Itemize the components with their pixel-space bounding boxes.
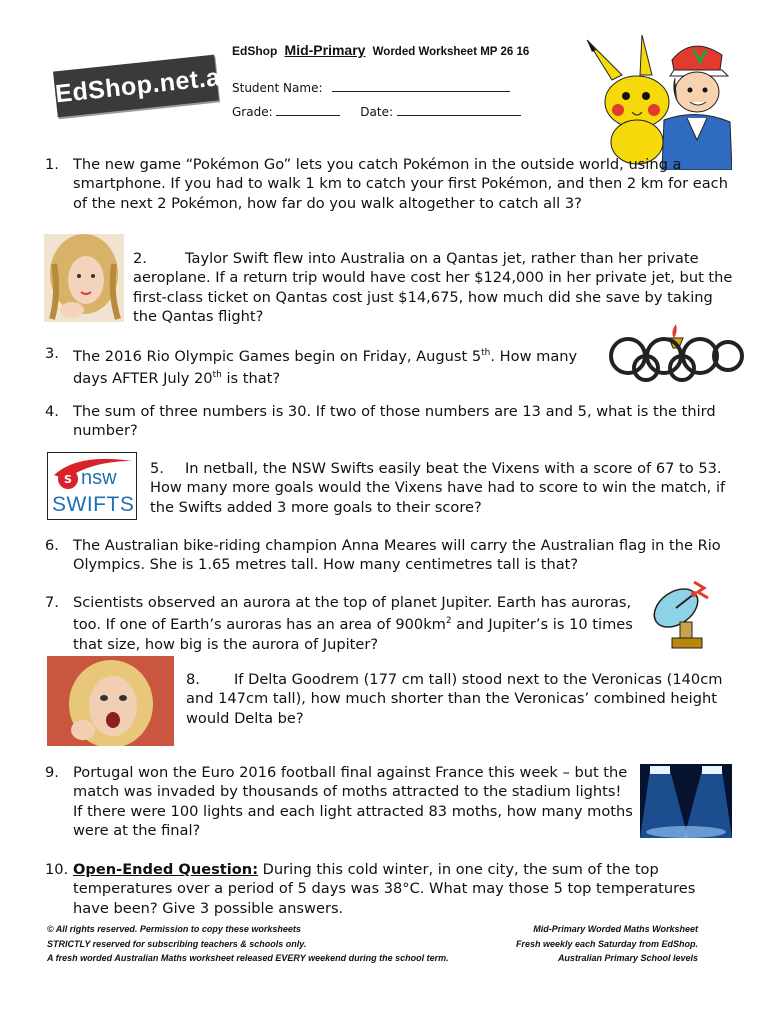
footer-release-note: A fresh worded Australian Maths worksheet released EVERY weekend during the school term.: [47, 953, 449, 963]
date-label: Date:: [360, 105, 394, 119]
footer-right: [470, 922, 698, 966]
footer-left: [47, 922, 517, 966]
footer-product: Mid-Primary Worded Maths Worksheet: [533, 924, 698, 934]
footer-schedule: Fresh weekly each Saturday from EdShop.: [515, 938, 698, 949]
pokemon-image: [582, 30, 732, 170]
question-number: 4.: [45, 403, 59, 420]
question-2: [133, 249, 738, 327]
question-6: [45, 536, 735, 575]
footer-copyright: © All rights reserved. Permission to copy these worksheets: [47, 924, 301, 934]
svg-text:S: S: [64, 473, 72, 486]
question-text: Scientists observed an aurora at the top of planet Jupiter. Earth has auroras, too. If one of Earth’s auroras has an area of 900km: [73, 594, 632, 634]
grade-date-row: [232, 103, 521, 119]
open-ended-label: Open-Ended Question:: [73, 861, 259, 878]
question-text: The sum of three numbers is 30. If two of those numbers are 13 and 5, what is the third number?: [73, 403, 716, 440]
question-number: 10.: [45, 861, 69, 878]
question-4: [45, 402, 735, 441]
question-number: 2.: [133, 250, 147, 267]
question-text: If Delta Goodrem (177 cm tall) stood next to the Veronicas (140cm and 147cm tall), how much shorter than the Veronicas’ combined height would Delta be?: [186, 671, 723, 727]
question-number: 1.: [45, 156, 59, 173]
logo-text: EdShop.net.au: [53, 61, 238, 109]
olympic-rings-image: [606, 322, 746, 382]
question-number: 7.: [45, 594, 59, 611]
question-text: is that?: [221, 370, 281, 388]
question-10: [45, 860, 735, 918]
grade-field[interactable]: [276, 103, 340, 116]
worksheet-title: [232, 42, 529, 58]
question-text: Portugal won the Euro 2016 football final against France this week – but the match was invaded by thousands of moths attracted to the stadium lights! If there were 100 lights and each light attracted 83 moths, how many moths were at the final?: [73, 764, 633, 840]
taylor-swift-image: [44, 234, 124, 322]
footer-levels: Australian Primary School levels: [557, 953, 698, 963]
worksheet-code: Worded Worksheet MP 26 16: [372, 46, 530, 58]
question-text: During this cold winter, in one city, the sum of the top temperatures over a period of 5 days was 38°C. What may those 5 top temperatures have been? Give 3 possible answers.: [73, 861, 696, 917]
logo-text-swifts: SWIFTS: [52, 493, 135, 516]
edshop-logo: [53, 55, 238, 118]
question-9: [45, 763, 635, 841]
student-name-row: [232, 79, 510, 95]
footer-permission: STRICTLY reserved for subscribing teachers & schools only.: [47, 938, 307, 949]
question-text: The Australian bike-riding champion Anna Meares will carry the Australian flag in the Rio Olympics. She is 1.65 metres tall. How many centimetres tall is that?: [73, 537, 721, 574]
question-5: [150, 459, 740, 517]
question-number: 3.: [45, 345, 59, 362]
question-1: [45, 155, 735, 213]
student-name-field[interactable]: [332, 79, 510, 92]
level-label: Mid-Primary: [284, 42, 366, 58]
question-number: 5.: [150, 460, 164, 477]
question-text: The new game “Pokémon Go” lets you catch Pokémon in the outside world, using a smartphone. If you had to walk 1 km to catch your first Pokémon, and then 2 km for each of the next 2 Pokémon, how far do you walk altogether to catch all 3?: [73, 156, 728, 212]
question-8: [186, 670, 736, 728]
question-number: 8.: [186, 671, 200, 688]
question-text: Taylor Swift flew into Australia on a Qantas jet, rather than her private aeroplane. If a return trip would have cost her $124,000 in her private jet, but the first-class ticket on Qantas cost just $14,675, how much did she save by taking the Qantas flight?: [133, 250, 733, 326]
satellite-dish-image: [644, 578, 726, 654]
superscript: th: [481, 348, 491, 358]
question-number: 9.: [45, 764, 59, 781]
logo-text-nsw: nsw: [81, 467, 117, 489]
student-name-label: Student Name:: [232, 81, 323, 95]
question-text: In netball, the NSW Swifts easily beat the Vixens with a score of 67 to 53. How many more goals would the Vixens have had to score to win the match, if the Swifts added 3 more goals to their score?: [150, 460, 726, 516]
question-number: 6.: [45, 537, 59, 554]
question-text: and Jupiter’s is 10 times that size, how big is the aurora of Jupiter?: [73, 616, 633, 653]
delta-goodrem-image: [47, 656, 174, 746]
nsw-swifts-logo: [47, 452, 137, 520]
date-field[interactable]: [397, 103, 521, 116]
brand-name: EdShop: [232, 44, 278, 58]
question-7: [45, 593, 645, 654]
superscript: th: [212, 370, 222, 381]
question-text: The 2016 Rio Olympic Games begin on Friday, August 5: [73, 347, 482, 365]
question-3: [45, 344, 605, 389]
superscript: 2: [445, 616, 452, 627]
question-text: . How many days AFTER July 20: [73, 347, 578, 388]
stadium-lights-image: [640, 764, 732, 838]
grade-label: Grade:: [232, 105, 273, 119]
